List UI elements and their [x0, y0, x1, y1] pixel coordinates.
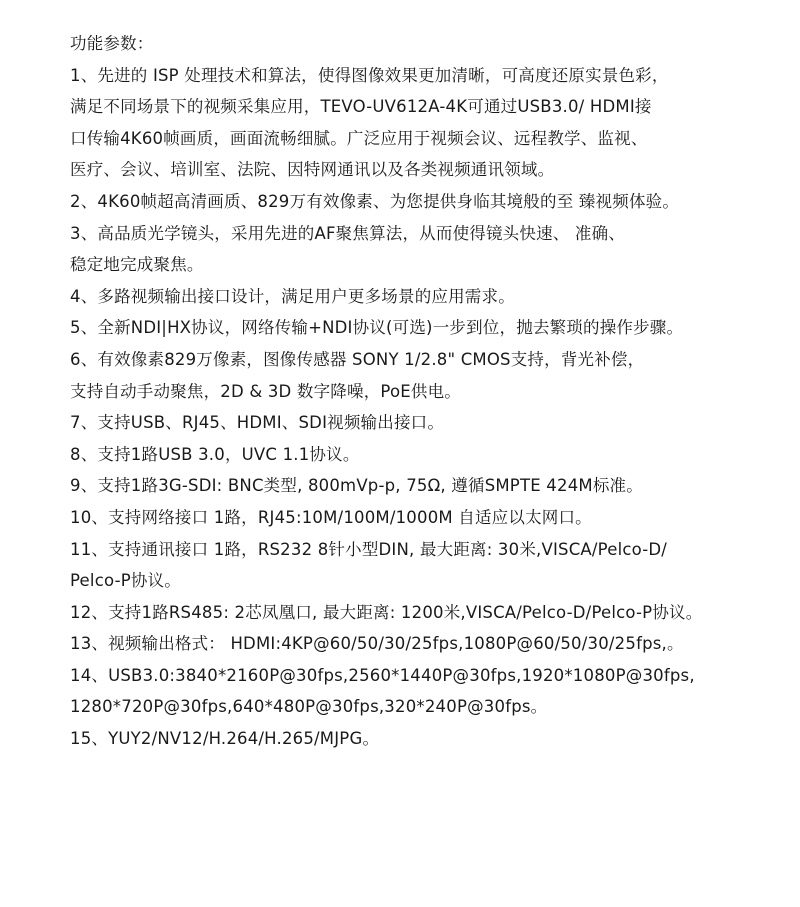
spec-line: 3、高品质光学镜头，采用先进的AF聚焦算法，从而使得镜头快速、 准确、 — [70, 223, 626, 243]
spec-line: 13、视频输出格式： HDMI:4KP@60/50/30/25fps,1080P@60/50/30/25fps,。 — [70, 634, 684, 654]
spec-line: 9、支持1路3G-SDI: BNC类型, 800mVp-p, 75Ω, 遵循SMPTE 424M标准。 — [70, 476, 643, 496]
spec-line: 医疗、会议、培训室、法院、因特网通讯以及各类视频通讯领域。 — [70, 160, 555, 180]
spec-line: 12、支持1路RS485: 2芯凤凰口, 最大距离: 1200米,VISCA/Pelco-D/Pelco-P协议。 — [70, 602, 703, 622]
spec-line: 1、先进的 ISP 处理技术和算法，使得图像效果更加清晰，可高度还原实景色彩， — [70, 65, 669, 85]
spec-line: 14、USB3.0:3840*2160P@30fps,2560*1440P@30fps,1920*1080P@30fps, — [70, 665, 695, 685]
spec-line: 10、支持网络接口 1路，RJ45:10M/100M/1000M 自适应以太网口。 — [70, 507, 592, 527]
spec-heading: 功能参数： — [70, 34, 154, 53]
spec-line: 稳定地完成聚焦。 — [70, 255, 204, 275]
spec-line: 11、支持通讯接口 1路，RS232 8针小型DIN, 最大距离: 30米,VISCA/Pelco-D/ — [70, 539, 668, 559]
spec-line: 口传输4K60帧画质，画面流畅细腻。广泛应用于视频会议、远程教学、监视、 — [70, 128, 648, 148]
spec-line: 8、支持1路USB 3.0，UVC 1.1协议。 — [70, 444, 360, 464]
spec-line: 15、YUY2/NV12/H.264/H.265/MJPG。 — [70, 729, 380, 749]
spec-line: 1280*720P@30fps,640*480P@30fps,320*240P@30fps。 — [70, 697, 548, 717]
spec-line: 4、多路视频输出接口设计，满足用户更多场景的应用需求。 — [70, 286, 515, 306]
spec-line: 7、支持USB、RJ45、HDMI、SDI视频输出接口。 — [70, 413, 445, 433]
spec-line: 6、有效像素829万像素，图像传感器 SONY 1/2.8" CMOS支持，背光补偿， — [70, 349, 645, 369]
spec-line: Pelco-P协议。 — [70, 571, 181, 591]
spec-document — [70, 28, 790, 755]
spec-line: 5、全新NDI|HX协议，网络传输+NDI协议(可选)一步到位，抛去繁琐的操作步骤。 — [70, 318, 684, 338]
spec-line: 2、4K60帧超高清画质、829万有效像素、为您提供身临其境般的至 臻视频体验。 — [70, 191, 680, 211]
spec-line: 支持自动手动聚焦，2D & 3D 数字降噪，PoE供电。 — [70, 381, 461, 401]
spec-line: 满足不同场景下的视频采集应用，TEVO-UV612A-4K可通过USB3.0/ HDMI接 — [70, 97, 652, 117]
